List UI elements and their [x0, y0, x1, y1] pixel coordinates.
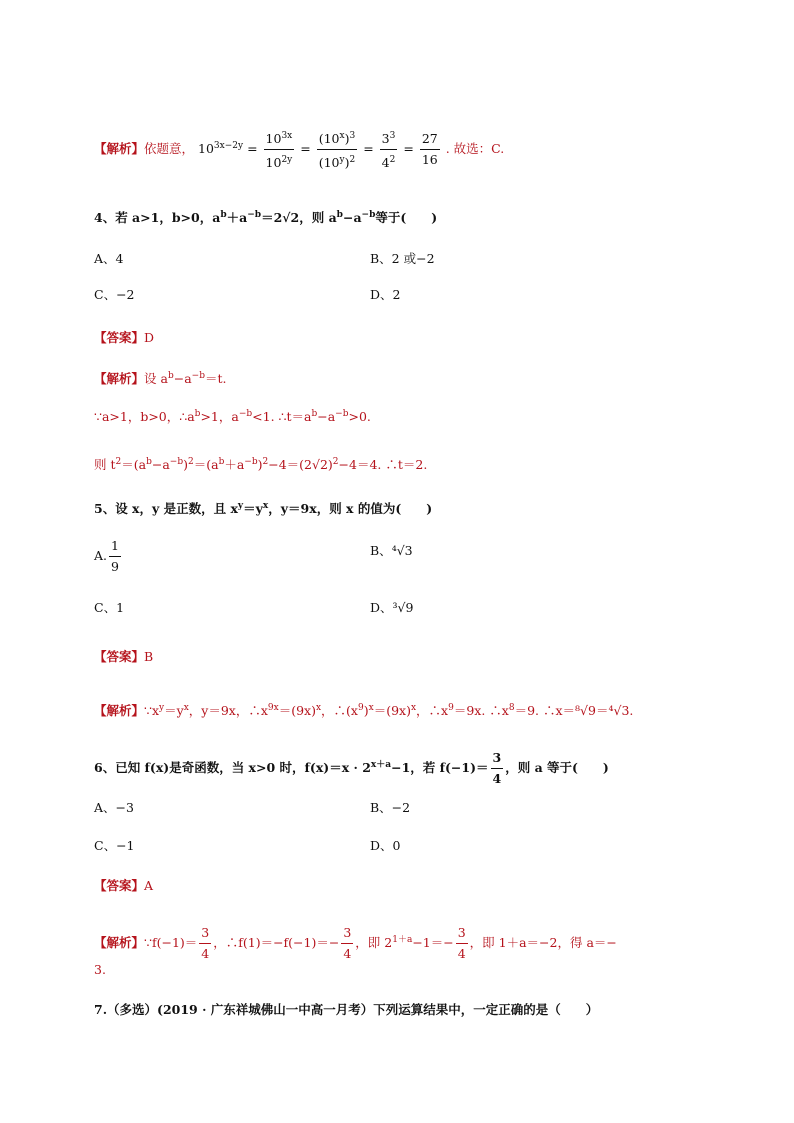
fraction-1: $\frac{10^{3x}}{10^{2y}}$ [264, 126, 295, 173]
q5-option-c: C、1 [94, 600, 125, 615]
analysis-tag: 【解析】 [94, 141, 145, 157]
q6-option-c: C、−1 [94, 838, 135, 853]
q5-answer: 【答案】B [94, 649, 154, 664]
q5-option-b: B、⁴√3 [370, 543, 413, 558]
fraction-4: $\frac{27}{16}$ [421, 131, 438, 168]
analysis-tail: . 故选：C. [445, 141, 505, 157]
q4-stem: 4、若 a>1，b>0，$a^b+a^{-b}=2√2$，则 $a^b-a^{-b}$等于( ) [94, 210, 438, 226]
q4-option-c: C、−2 [94, 287, 135, 302]
q4-answer: 【答案】D [94, 330, 155, 345]
q4-option-d: D、2 [370, 287, 401, 302]
q6-option-a: A、−3 [94, 800, 134, 815]
analysis-intro: 依题意， [144, 141, 195, 157]
expr-lhs: $10^{3x-2y}$ [198, 141, 244, 157]
fraction-3: $\frac{3^3}{4^2}$ [380, 126, 398, 173]
q5-option-d: D、³√9 [370, 600, 414, 615]
q4-option-b: B、2 或−2 [370, 251, 435, 266]
q5-stem: 5、设 x，y 是正数，且 $x^y=y^x$，y＝9x，则 x 的值为( ) [94, 501, 433, 517]
q6-analysis: 【解析】∵f(−1)＝ $\frac{3}{4}$ ，∴f(1)＝−f(−1)＝− $\frac{3}{4}$ ，即 $2^{1+a}-1=-$ $\frac{3}{4}$ ，即 1＋a＝−2，得 a＝− [94, 925, 617, 961]
q3-analysis: 【解析】依题意， $10^{3x-2y}$ = $\frac{10^{3x}}{10^{2y}}$ = $\frac{(10^x)^3}{(10^y)^2}$ = $\frac{3^3}{4^2}$ = $\frac{27}{16}$ . 故选：C. [94, 126, 504, 173]
fraction-2: $\frac{(10^x)^3}{(10^y)^2}$ [317, 126, 358, 173]
q4-analysis-3: 则 $t^2=(a^b-a^{-b})^2=(a^b+a^{-b})^2-4=(2√2)^2-4=4$. ∴t＝2. [94, 457, 428, 473]
q5-option-a: A. $\frac{1}{9}$ [94, 538, 119, 574]
q6-option-d: D、0 [370, 838, 401, 853]
q6-stem: 6、已知 f(x)是奇函数，当 x>0 时，$f(x)=x \cdot 2^{x+a}-1$，若 f(−1)＝ $\frac{3}{4}$ ，则 a 等于( ) [94, 750, 609, 786]
q4-option-a: A、4 [94, 251, 124, 266]
q6-answer: 【答案】A [94, 878, 154, 893]
q6-analysis-cont: 3. [94, 962, 106, 977]
q7-stem: 7.（多选）(2019 · 广东祥城佛山一中高一月考）下列运算结果中，一定正确的是（ ） [94, 1002, 599, 1017]
q5-analysis: 【解析】$\because x^y=y^x$，y＝9x，$\therefore x^{9x}=(9x)^x$，$\therefore(x^9)^x=(9x)^x$，$\therefore x^9=9x$. $\therefore x^8=9$. ∴x＝⁸√9＝⁴√3. [94, 703, 634, 719]
q4-analysis-1: 【解析】设 $a^b-a^{-b}=t$. [94, 371, 227, 387]
q6-option-b: B、−2 [370, 800, 411, 815]
q4-analysis-2: ∵a>1，b>0，$\therefore a^b>1$，$a^{-b}<1$. $\therefore t=a^b-a^{-b}>0$. [94, 409, 371, 425]
